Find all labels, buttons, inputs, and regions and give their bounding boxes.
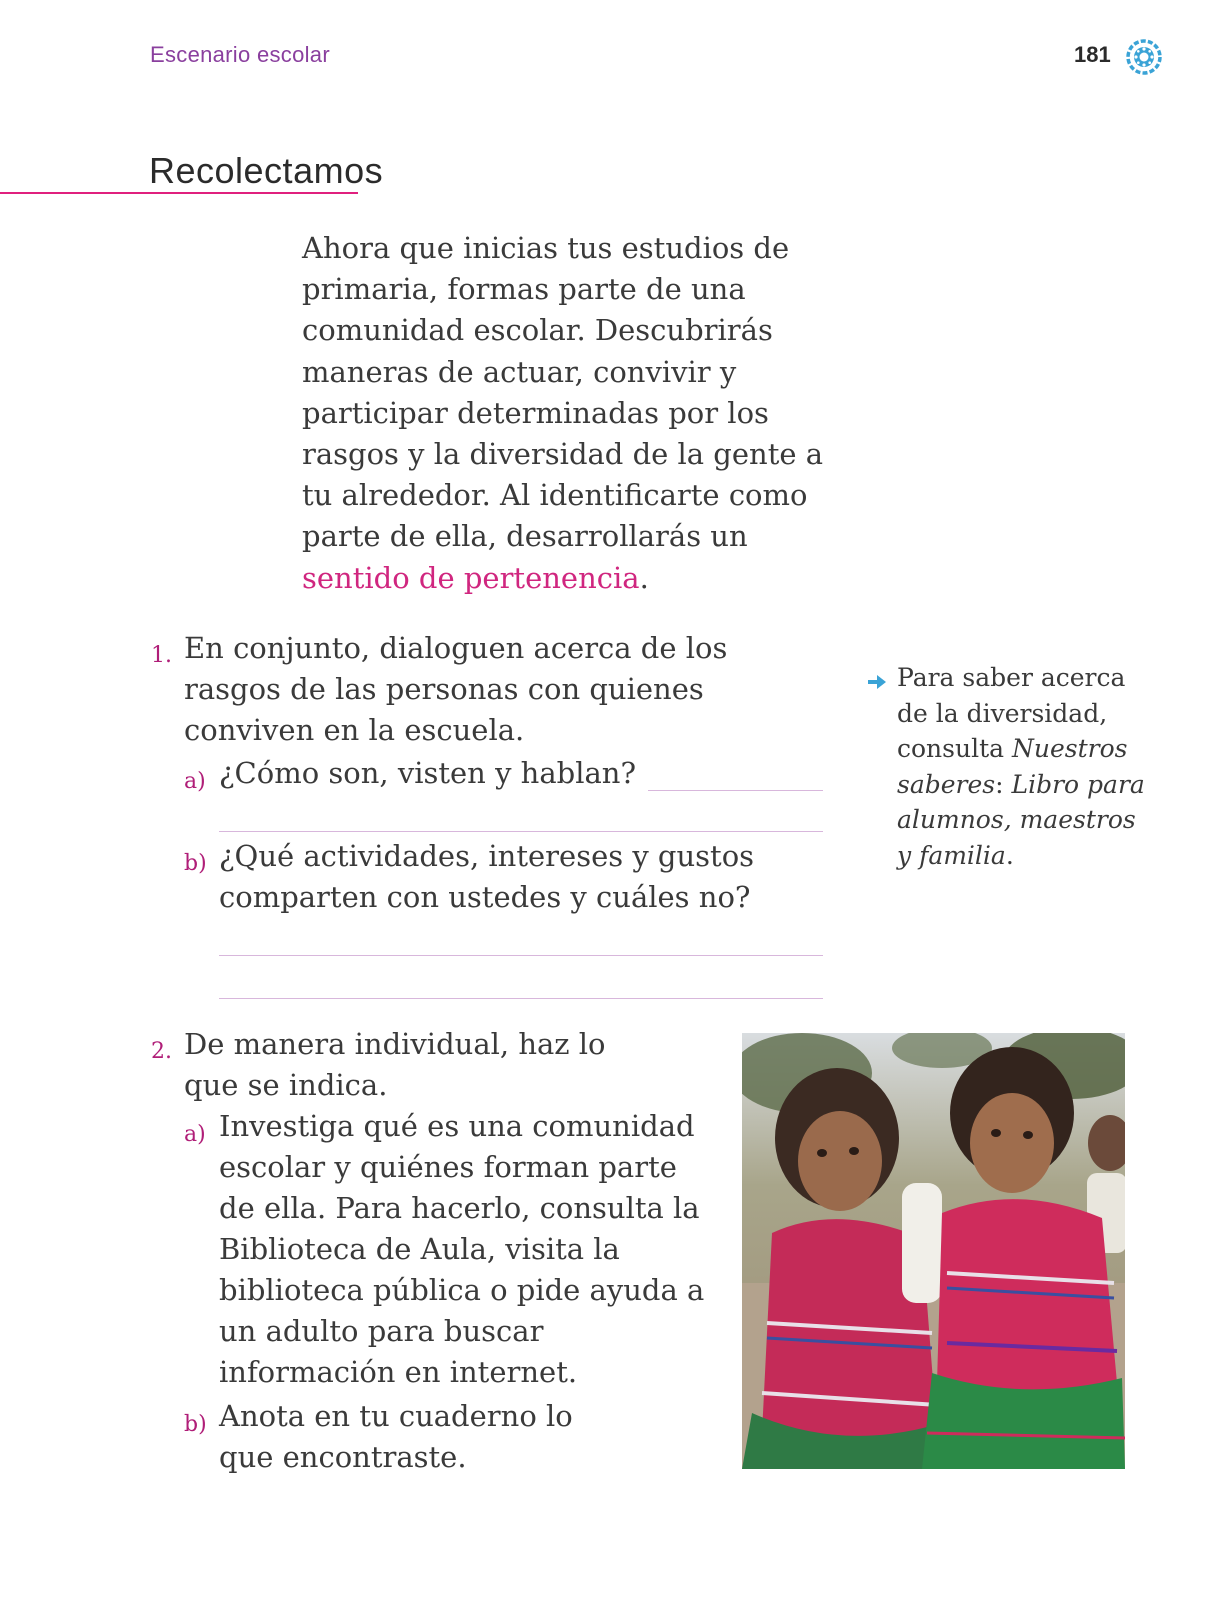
side-note-separator: : (995, 769, 1012, 799)
question-1b-text: ¿Qué actividades, intereses y gustos comparten con ustedes y cuáles no? (219, 839, 755, 914)
page-number: 181 (1074, 42, 1111, 67)
intro-highlight-term: sentido de pertenencia (302, 560, 640, 595)
photo-illustration (742, 1033, 1125, 1469)
answer-line[interactable] (219, 831, 823, 832)
intro-text-end: . (639, 560, 649, 595)
side-note (897, 660, 1147, 873)
snowflake-badge-icon (1126, 39, 1162, 75)
answer-line[interactable] (219, 998, 823, 999)
answer-line[interactable] (219, 955, 823, 956)
intro-paragraph (302, 228, 842, 599)
question-2b-text: Anota en tu cuaderno lo que encontraste. (219, 1399, 573, 1474)
side-note-end: . (1005, 840, 1014, 870)
question-1a-text: ¿Cómo son, visten y hablan? (219, 756, 637, 790)
section-title: Recolectamos (149, 150, 384, 191)
question-2a-letter: a) (184, 1122, 206, 1147)
running-header: Escenario escolar (150, 42, 330, 67)
question-1b-letter: b) (184, 851, 207, 876)
question-1-prompt: En conjunto, dialoguen acerca de los rasgos de las personas con quienes conviven en la escuela. (184, 631, 728, 747)
photo-two-girls (742, 1033, 1125, 1469)
answer-line[interactable] (648, 790, 823, 791)
question-2-prompt: De manera individual, haz lo que se indica. (184, 1027, 606, 1102)
section-title-underline (0, 192, 358, 194)
side-note-text: Para saber acerca de la diversidad, consulta (897, 663, 1126, 763)
question-2-number: 2. (151, 1039, 172, 1064)
side-note-book-title: Nuestros saberes (897, 734, 1128, 799)
question-2a-text: Investiga qué es una comunidad escolar y quiénes forman parte de ella. Para hacerlo, consulta la Biblioteca de Aula, visita la biblioteca pública o pide ayuda a un adulto para buscar información en internet. (219, 1109, 705, 1389)
question-1-number: 1. (151, 643, 172, 668)
question-2b-letter: b) (184, 1412, 207, 1437)
intro-text: Ahora que inicias tus estudios de primaria, formas parte de una comunidad escolar. Descubrirás maneras de actuar, convivir y participar determinadas por los rasgos y la diversidad de la gente a tu alrededor. Al identificarte como parte de ella, desarrollarás un (302, 231, 824, 554)
side-note-book-subtitle: Libro para alumnos, maestros y familia (897, 769, 1145, 870)
question-1a-letter: a) (184, 769, 206, 794)
arrow-right-icon (866, 671, 888, 693)
